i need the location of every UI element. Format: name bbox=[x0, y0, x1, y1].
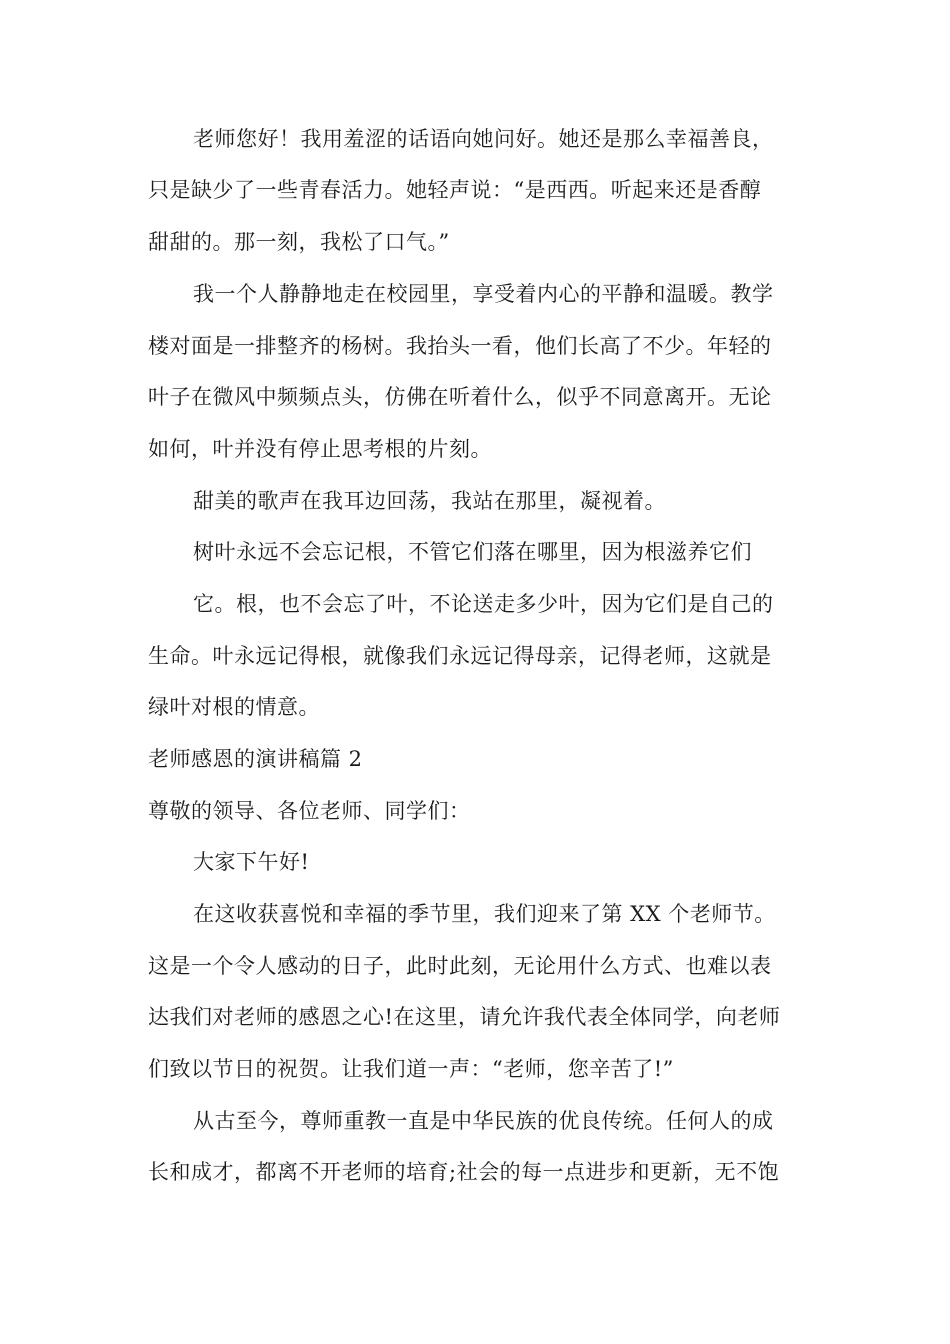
paragraph-line: 如何，叶并没有停止思考根的片刻。 bbox=[148, 437, 492, 461]
greeting: 大家下午好! bbox=[193, 850, 310, 874]
section-heading: 老师感恩的演讲稿篇 2 bbox=[148, 747, 363, 771]
paragraph-line: 甜甜的。那一刻，我松了口气。” bbox=[148, 230, 450, 254]
paragraph-line: 这是一个令人感动的日子，此时此刻，无论用什么方式、也难以表 bbox=[148, 954, 772, 978]
paragraph-line: 们致以节日的祝贺。让我们道一声：“老师，您辛苦了!” bbox=[148, 1057, 674, 1081]
paragraph-line: 生命。叶永远记得根，就像我们永远记得母亲，记得老师，这就是 bbox=[148, 644, 772, 668]
paragraph-line: 我一个人静静地走在校园里，享受着内心的平静和温暖。教学 bbox=[193, 282, 774, 306]
paragraph-line: 叶子在微风中频频点头，仿佛在听着什么，似乎不同意离开。无论 bbox=[148, 385, 772, 409]
paragraph-line: 从古至今，尊师重教一直是中华民族的优良传统。任何人的成 bbox=[193, 1109, 774, 1133]
paragraph-line: 它。根，也不会忘了叶，不论送走多少叶，因为它们是自己的 bbox=[193, 592, 774, 616]
salutation: 尊敬的领导、各位老师、同学们： bbox=[148, 799, 471, 823]
paragraph-line: 树叶永远不会忘记根，不管它们落在哪里，因为根滋养它们 bbox=[193, 540, 752, 564]
paragraph-line: 楼对面是一排整齐的杨树。我抬头一看，他们长高了不少。年轻的 bbox=[148, 334, 772, 358]
paragraph-line: 只是缺少了一些青春活力。她轻声说：“是西西。听起来还是香醇 bbox=[148, 178, 762, 202]
paragraph-line: 老师您好！我用羞涩的话语向她问好。她还是那么幸福善良， bbox=[193, 127, 774, 151]
paragraph-line: 甜美的歌声在我耳边回荡，我站在那里，凝视着。 bbox=[193, 489, 666, 513]
paragraph-line: 达我们对老师的感恩之心!在这里，请允许我代表全体同学，向老师 bbox=[148, 1005, 781, 1029]
paragraph-line: 长和成才，都离不开老师的培育;社会的每一点进步和更新，无不饱 bbox=[148, 1160, 780, 1184]
paragraph-line: 在这收获喜悦和幸福的季节里，我们迎来了第 XX 个老师节。 bbox=[193, 902, 776, 926]
paragraph-line: 绿叶对根的情意。 bbox=[148, 695, 320, 719]
